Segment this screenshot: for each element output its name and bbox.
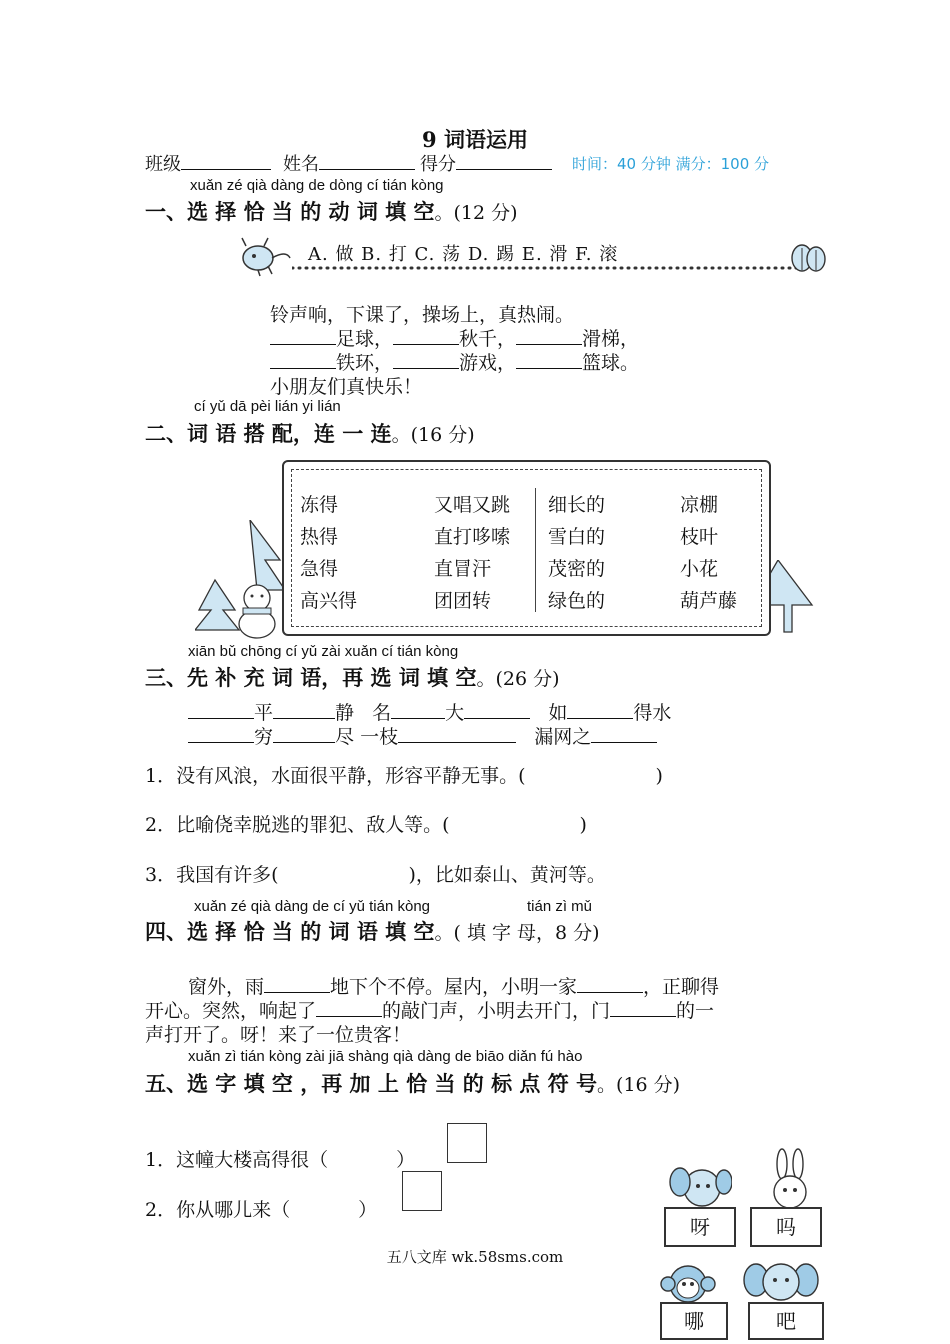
- s1-blank-1[interactable]: [270, 326, 336, 345]
- verb-options: A. 做 B. 打 C. 荡 D. 踢 E. 滑 F. 滚: [308, 244, 619, 265]
- section1-points: 。(12 分): [434, 202, 518, 224]
- col1-item[interactable]: 冻得: [300, 494, 339, 516]
- s1-blank-5[interactable]: [393, 350, 459, 369]
- score-field: [420, 150, 552, 176]
- punctuation-box-2[interactable]: [402, 1171, 442, 1211]
- col3-item[interactable]: 绿色的: [548, 590, 606, 612]
- s1-blank-4[interactable]: [270, 350, 336, 369]
- name-label: 姓名: [283, 154, 319, 175]
- page-title: 9 词语运用: [422, 127, 528, 152]
- card-ba[interactable]: 吧: [748, 1302, 824, 1340]
- paren-close: ): [579, 814, 587, 836]
- score-blank[interactable]: [456, 151, 552, 170]
- col1-item[interactable]: 高兴得: [300, 590, 358, 612]
- s3-q2-text: 2．比喻侥幸脱逃的罪犯、敌人等。(: [145, 814, 450, 836]
- dog-icon: [668, 1160, 732, 1210]
- idiom-blank[interactable]: [273, 724, 335, 743]
- s5-question1: [145, 1145, 415, 1172]
- cow-icon: [234, 232, 294, 278]
- s1-word-slide: 滑梯，: [582, 328, 640, 350]
- section5-heading: [145, 1068, 680, 1098]
- section1-heading-text: 一、选 择 恰 当 的 动 词 填 空: [145, 200, 435, 224]
- snowman-tree-icon: [195, 520, 295, 640]
- col2-item[interactable]: 又唱又跳: [434, 494, 511, 516]
- idiom-blank[interactable]: [391, 700, 445, 719]
- s1-line2: [270, 324, 639, 351]
- paren-close: ）: [358, 1199, 378, 1221]
- leaf-icon: [788, 242, 830, 274]
- s1-blank-6[interactable]: [516, 350, 582, 369]
- card-ya[interactable]: 呀: [664, 1207, 736, 1247]
- col3-item[interactable]: 茂密的: [548, 558, 606, 580]
- section4-pinyin2: tián zì mǔ: [527, 898, 593, 915]
- rabbit-icon: [760, 1148, 820, 1210]
- idiom-row1: [188, 698, 671, 725]
- section4-pinyin: xuǎn zé qià dàng de cí yǔ tián kòng: [194, 898, 431, 915]
- col4-item[interactable]: 葫芦藤: [680, 590, 738, 612]
- section4-points: 。( 填 字 母，8 分): [434, 922, 600, 944]
- idiom-char: 平: [254, 702, 274, 724]
- class-field: [145, 150, 271, 176]
- s1-word-football: 足球，: [336, 328, 394, 350]
- s3-question3: [145, 860, 606, 887]
- card-na[interactable]: 哪: [660, 1302, 728, 1340]
- s1-word-game: 游戏，: [459, 352, 517, 374]
- section4-heading: [145, 916, 600, 946]
- section2-pinyin: cí yǔ dā pèi lián yi lián: [194, 398, 341, 415]
- s3-q1-text: 1．没有风浪，水面很平静，形容平静无事。(: [145, 765, 526, 787]
- idiom-row2: [188, 722, 657, 749]
- s1-word-basketball: 篮球。: [582, 352, 640, 374]
- s1-word-swing: 秋千，: [459, 328, 517, 350]
- section5-heading-text: 五、选 字 填 空 ，再 加 上 恰 当 的 标 点 符 号: [145, 1072, 598, 1096]
- section4-heading-text: 四、选 择 恰 当 的 词 语 填 空: [145, 920, 435, 944]
- score-label: 得分: [420, 154, 456, 175]
- column-divider: [535, 488, 536, 612]
- col4-item[interactable]: 凉棚: [680, 494, 719, 516]
- idiom-char: 如: [548, 702, 568, 724]
- idiom-blank[interactable]: [188, 724, 254, 743]
- idiom-char: 名: [372, 702, 392, 724]
- section2-heading: [145, 418, 475, 448]
- s1-word-hoop: 铁环，: [336, 352, 394, 374]
- s3-question2: [145, 810, 587, 837]
- s4-blank[interactable]: [577, 974, 643, 993]
- s1-line4: 小朋友们真快乐！: [270, 376, 423, 398]
- name-blank[interactable]: [319, 151, 415, 170]
- class-label: 班级: [145, 154, 181, 175]
- col2-item[interactable]: 直打哆嗦: [434, 526, 511, 548]
- idiom-char: 一枝: [360, 726, 399, 748]
- punctuation-box-1[interactable]: [447, 1123, 487, 1163]
- section1-pinyin: xuǎn zé qià dàng de dòng cí tián kòng: [190, 177, 444, 194]
- col1-item[interactable]: 急得: [300, 558, 339, 580]
- s1-blank-2[interactable]: [393, 326, 459, 345]
- section5-pinyin: xuǎn zì tián kòng zài jiā shàng qià dàng de biāo diǎn fú hào: [188, 1048, 583, 1065]
- s4-blank[interactable]: [264, 974, 330, 993]
- s3-q3-text-a: 3．我国有许多(: [145, 864, 279, 886]
- s4-text: 的一: [676, 1000, 715, 1022]
- section2-points: 。(16 分): [391, 424, 475, 446]
- s4-text: 开心。突然，响起了: [145, 1000, 317, 1022]
- s3-q3-text-b: )，比如泰山、黄河等。: [408, 864, 606, 886]
- idiom-blank[interactable]: [398, 724, 516, 743]
- idiom-char: 得水: [633, 702, 672, 724]
- s5-question2: [145, 1195, 377, 1222]
- col3-item[interactable]: 细长的: [548, 494, 606, 516]
- s1-blank-3[interactable]: [516, 326, 582, 345]
- col3-item[interactable]: 雪白的: [548, 526, 606, 548]
- s4-text: 的敲门声，小明去开门，门: [382, 1000, 611, 1022]
- col1-item[interactable]: 热得: [300, 526, 339, 548]
- s5-q2-text: 2．你从哪儿来（: [145, 1199, 291, 1221]
- col2-item[interactable]: 团团转: [434, 590, 492, 612]
- idiom-blank[interactable]: [567, 700, 633, 719]
- section3-heading-text: 三、先 补 充 词 语，再 选 词 填 空: [145, 666, 477, 690]
- idiom-blank[interactable]: [273, 700, 335, 719]
- time-score-meta: 时间：40 分钟 满分：100 分: [572, 155, 770, 173]
- idiom-char: 穷: [254, 726, 274, 748]
- s1-line3: [270, 348, 639, 375]
- s4-blank[interactable]: [316, 998, 382, 1017]
- card-ma[interactable]: 吗: [750, 1207, 822, 1247]
- idiom-char: 尽: [335, 726, 355, 748]
- class-blank[interactable]: [181, 151, 271, 170]
- s4-text: 窗外，雨: [188, 976, 265, 998]
- idiom-blank[interactable]: [464, 700, 530, 719]
- col2-item[interactable]: 直冒汗: [434, 558, 492, 580]
- col4-item[interactable]: 小花: [680, 558, 719, 580]
- s4-para-line1: [188, 972, 719, 999]
- section3-pinyin: xiān bǔ chōng cí yǔ zài xuǎn cí tián kòng: [188, 643, 459, 660]
- s4-para-line3: 声打开了。呀！来了一位贵客！: [145, 1024, 412, 1046]
- s4-para-line2: [145, 996, 714, 1023]
- section5-points: 。(16 分): [597, 1074, 681, 1096]
- paren-close: ）: [396, 1149, 416, 1171]
- paren-close: ): [655, 765, 663, 787]
- s4-blank[interactable]: [610, 998, 676, 1017]
- section3-points: 。(26 分): [476, 668, 560, 690]
- idiom-blank[interactable]: [188, 700, 254, 719]
- word-match-box: [282, 460, 771, 636]
- s3-question1: [145, 761, 663, 788]
- idiom-char: 静: [335, 702, 355, 724]
- s1-line1: 铃声响，下课了，操场上，真热闹。: [270, 304, 575, 326]
- idiom-char: 漏网之: [534, 726, 592, 748]
- s4-text: ，正聊得: [643, 976, 720, 998]
- idiom-blank[interactable]: [591, 724, 657, 743]
- section3-heading: [145, 662, 560, 692]
- name-field: [283, 150, 415, 176]
- col4-item[interactable]: 枝叶: [680, 526, 719, 548]
- section2-heading-text: 二、词 语 搭 配，连 一 连: [145, 422, 392, 446]
- footer-watermark: 五八文库 wk.58sms.com: [386, 1248, 564, 1266]
- section1-heading: [145, 196, 518, 226]
- s4-text: 地下个不停。屋内，小明一家: [330, 976, 578, 998]
- s5-q1-text: 1．这幢大楼高得很（: [145, 1149, 329, 1171]
- idiom-char: 大: [445, 702, 465, 724]
